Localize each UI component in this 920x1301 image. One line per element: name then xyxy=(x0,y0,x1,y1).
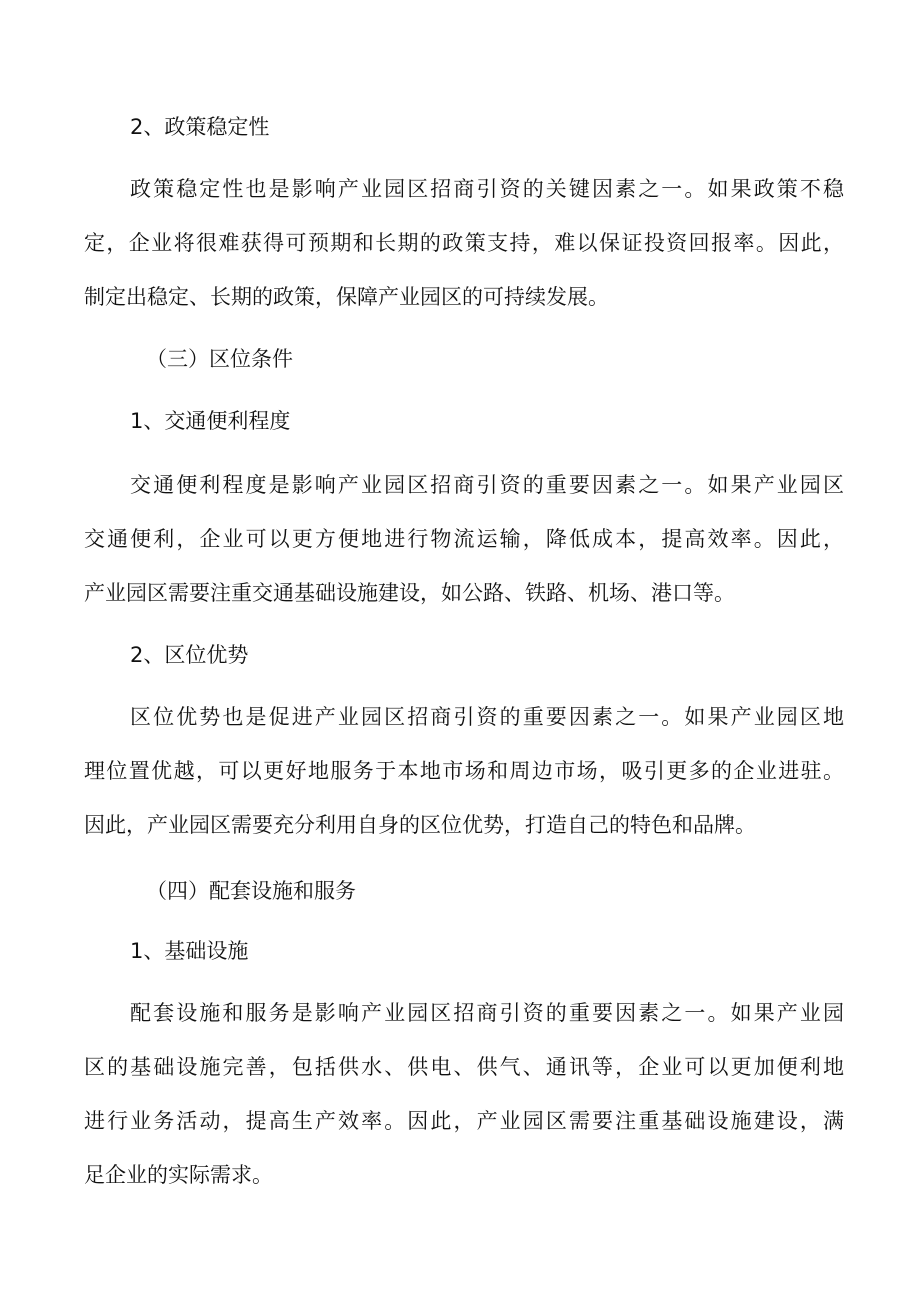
paragraph-line: 产业园区需要注重交通基础设施建设，如公路、铁路、机场、港口等。 xyxy=(84,581,735,605)
paragraph-line: 足企业的实际需求。 xyxy=(84,1163,273,1187)
paragraph-line: 区位优势也是促进产业园区招商引资的重要因素之一。如果产业园区地 xyxy=(130,705,844,729)
paragraph-line: 进行业务活动，提高生产效率。因此，产业园区需要注重基础设施建设，满 xyxy=(84,1109,844,1133)
heading-location-conditions: （三）区位条件 xyxy=(146,347,293,371)
paragraph-line: 交通便利程度是影响产业园区招商引资的重要因素之一。如果产业园区 xyxy=(130,473,844,497)
paragraph-line: 定，企业将很难获得可预期和长期的政策支持，难以保证投资回报率。因此， xyxy=(84,231,844,255)
heading-infrastructure: 1、基础设施 xyxy=(130,939,249,963)
heading-supporting-facilities: （四）配套设施和服务 xyxy=(146,879,356,903)
heading-transport-convenience: 1、交通便利程度 xyxy=(130,409,291,433)
paragraph-line: 理位置优越，可以更好地服务于本地市场和周边市场，吸引更多的企业进驻。 xyxy=(84,759,844,783)
heading-policy-stability: 2、政策稳定性 xyxy=(130,115,270,139)
paragraph-line: 交通便利，企业可以更方便地进行物流运输，降低成本，提高效率。因此， xyxy=(84,527,844,551)
heading-location-advantage: 2、区位优势 xyxy=(130,643,249,667)
paragraph-line: 制定出稳定、长期的政策，保障产业园区的可持续发展。 xyxy=(84,285,609,309)
paragraph-line: 因此，产业园区需要充分利用自身的区位优势，打造自己的特色和品牌。 xyxy=(84,813,756,837)
paragraph-line: 政策稳定性也是影响产业园区招商引资的关键因素之一。如果政策不稳 xyxy=(130,177,844,201)
paragraph-line: 区的基础设施完善，包括供水、供电、供气、通讯等，企业可以更加便利地 xyxy=(84,1055,844,1079)
paragraph-line: 配套设施和服务是影响产业园区招商引资的重要因素之一。如果产业园 xyxy=(130,1001,844,1025)
